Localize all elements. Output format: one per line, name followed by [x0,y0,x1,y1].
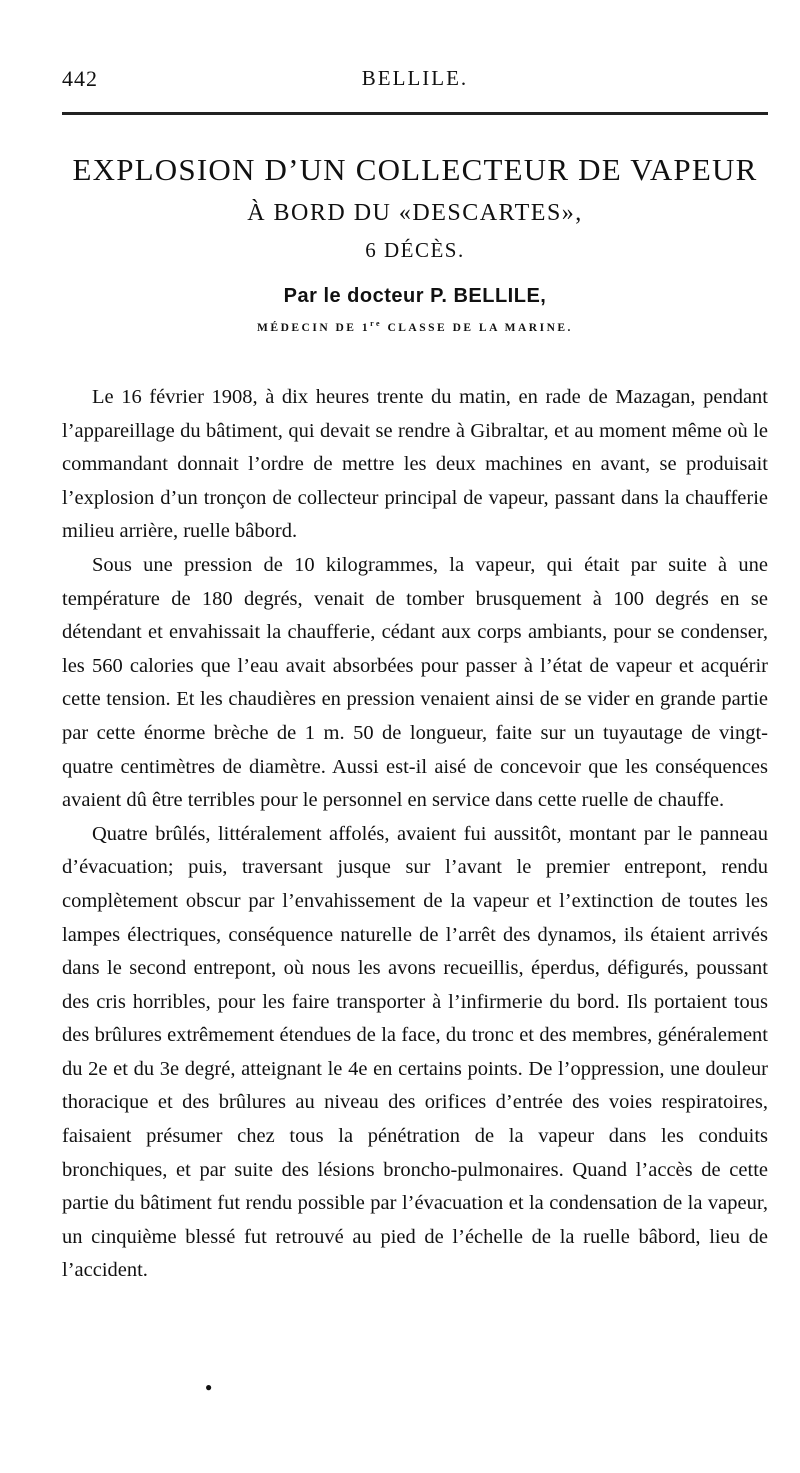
page-number: 442 [62,66,98,91]
article-title-line-2: À BORD DU «DESCARTES», [247,200,583,226]
article-title-line-1: EXPLOSION D’UN COLLECTEUR DE VAPEUR [72,152,758,187]
printer-mark: ● [205,1380,213,1394]
paragraph-1: Le 16 février 1908, à dix heures trente du matin, en rade de Mazagan, pendant l’appareillage du bâtiment, qui devait se rendre à Gibraltar, et au moment même où le commandant donnait l’ordre de mettre les deux machines en avant, se produisait l’explosion d’un tronçon de collecteur principal de vapeur, passant dans la chaufferie milieu arrière, ruelle bâbord. [62,386,768,543]
paragraph-3: Quatre brûlés, littéralement affolés, avaient fui aussitôt, montant par le panneau d’évacuation; puis, traversant jusque sur l’avant le premier entrepont, rendu complètement obscur par l’envahissement de la vapeur et l’extinction de toutes les lampes électriques, conséquence naturelle de l’arrêt des dynamos, ils étaient arrivés dans le second entrepont, où nous les avons recueillis, éperdus, défigurés, poussant des cris horribles, pour les faire transporter à l’infirmerie du bord. Ils portaient tous des brûlures extrêmement étendues de la face, du tronc et des membres, généralement du 2e et du 3e degré, atteignant le 4e en certains points. De l’oppression, une douleur thoracique et des brûlures au niveau des orifices d’entrée des voies respiratoires, faisaient présumer chez tous la pénétration de la vapeur dans les conduits bronchiques, et par suite des lésions broncho-pulmonaires. Quand l’accès de cette partie du bâtiment fut rendu possible par l’évacuation et la condensation de la vapeur, un cinquième blessé fut retrouvé au pied de l’échelle de la ruelle bâbord, lieu de l’accident. [62,822,768,1282]
affiliation-text-end: CLASSE DE LA MARINE. [382,321,573,334]
article-title-line-3: 6 DÉCÈS. [365,238,465,262]
affiliation-text-start: MÉDECIN DE 1 [257,321,371,334]
running-head [62,66,768,96]
paragraph-2: Sous une pression de 10 kilogrammes, la vapeur, qui était par suite à une température de 180 degrés, venait de tomber brusquement à 100 degrés en se détendant et envahissait la chaufferie, cédant aux corps ambiants, pour se condenser, les 560 calories que l’eau avait absorbées pour passer à l’état de vapeur et acquérir cette tension. Et les chaudières en pression venaient ainsi de se vider en grande partie par cette énorme brèche de 1 m. 50 de longueur, faite sur un tuyautage de vingt-quatre centimètres de diamètre. Aussi est-il aisé de concevoir que les conséquences avaient dû être terribles pour le personnel en service dans cette ruelle de chauffe. [62,553,768,812]
header-rule [62,112,768,115]
running-title: BELLILE. [361,66,469,90]
author-affiliation [62,314,768,338]
author-byline: Par le docteur P. BELLILE, [283,285,547,307]
article-heading [62,150,768,338]
affiliation-ordinal: re [370,319,383,328]
article-body [62,381,768,1288]
